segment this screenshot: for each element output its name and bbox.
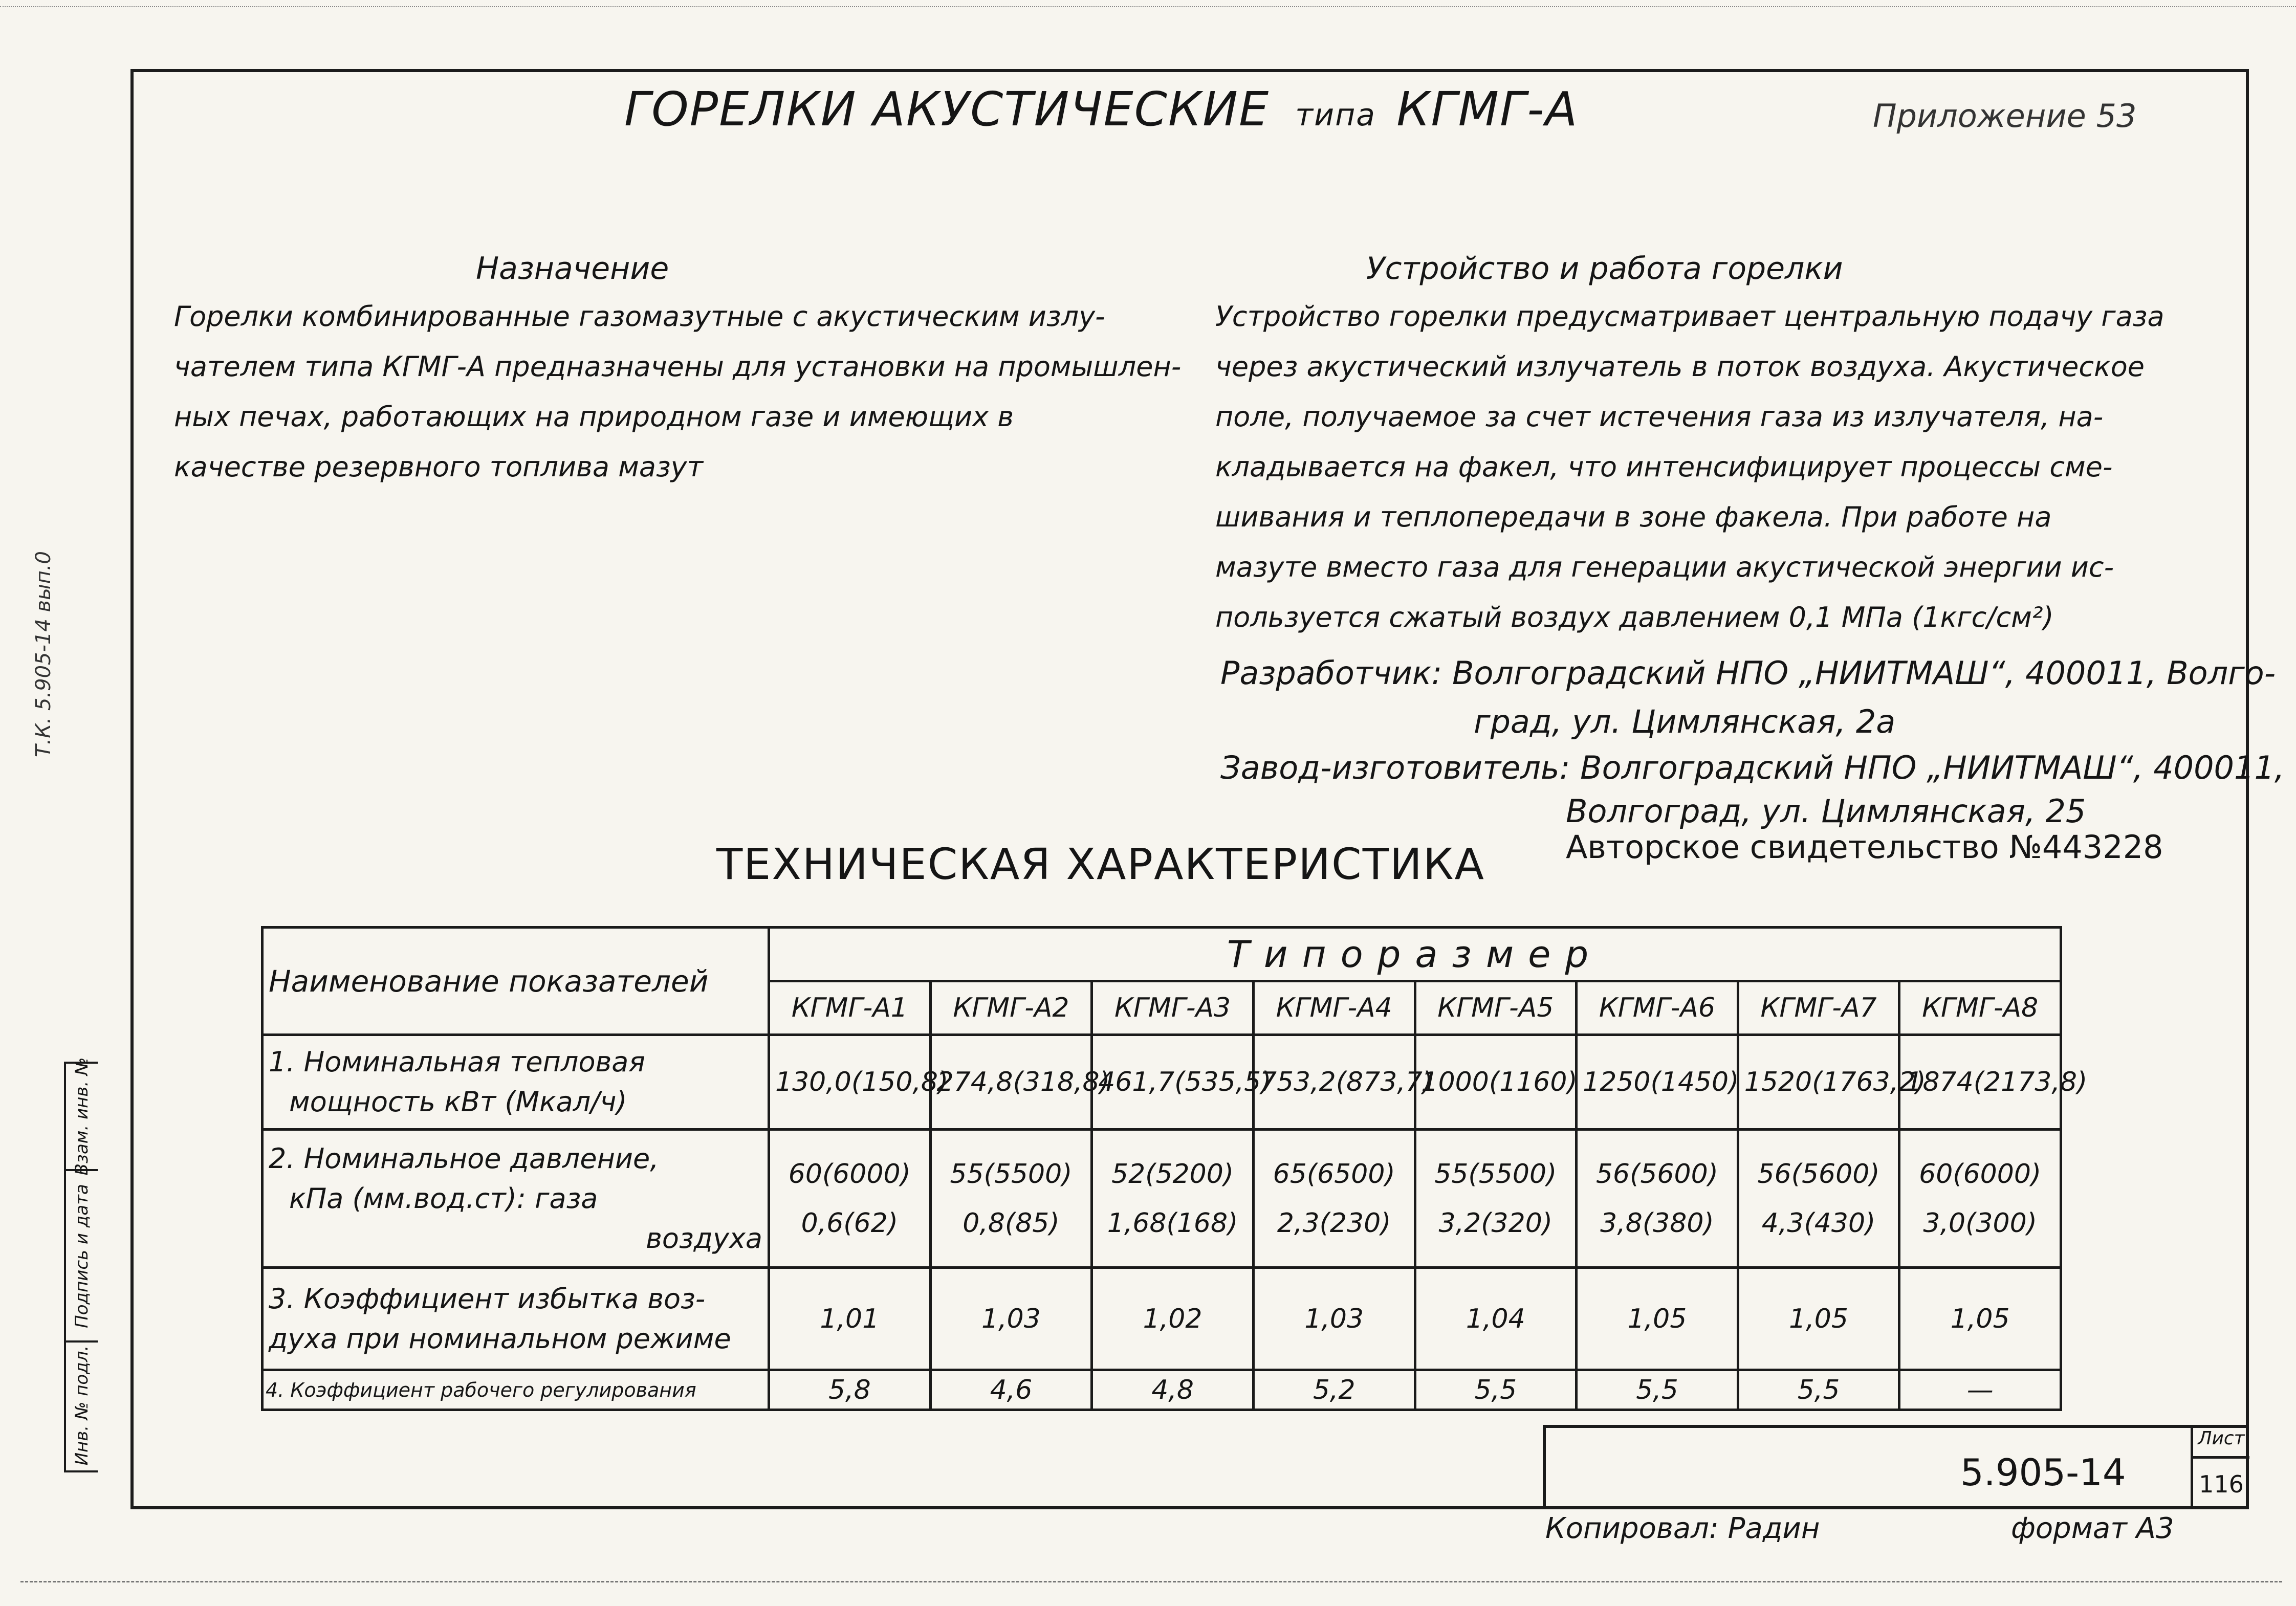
table-row (263, 1130, 2061, 1268)
air-value: 2,3(230) (1277, 1207, 1391, 1239)
table-cell: 5,2 (1253, 1370, 1415, 1410)
title-block (1543, 1425, 2246, 1509)
table-cell (930, 1130, 1092, 1268)
gas-value: 52(5200) (1111, 1158, 1234, 1190)
row-label (263, 1130, 769, 1268)
sheet-number: 116 (2199, 1470, 2244, 1498)
table-cell (1092, 1130, 1254, 1268)
document-title (624, 82, 1578, 137)
sheet-box (2191, 1428, 2249, 1509)
row-label-line: 2. Номинальное давление, (269, 1142, 659, 1175)
group-header: Типоразмер (769, 928, 2061, 981)
table-cell (1899, 1130, 2061, 1268)
table-header-row (263, 928, 2061, 981)
stamp-cell (66, 1171, 98, 1343)
stamp-replaces: Взам. инв. № (72, 1057, 92, 1176)
gas-value: 55(5500) (950, 1158, 1073, 1190)
manufacturer-line-2: Волгоград, ул. Цимлянская, 25 (1566, 793, 2086, 830)
spec-table (261, 926, 2088, 1411)
table-row (263, 1035, 2061, 1130)
table-cell: 4,8 (1092, 1370, 1254, 1410)
model-header: КГМГ-А3 (1092, 981, 1254, 1035)
stamp-cell (66, 1343, 98, 1468)
left-stamp (64, 1057, 98, 1472)
title-main: ГОРЕЛКИ АКУСТИЧЕСКИЕ (624, 82, 1270, 137)
row-label-line: воздуха (646, 1222, 762, 1255)
row-label (263, 1035, 769, 1130)
model-header: КГМГ-А8 (1899, 981, 2061, 1035)
stamp-inv-no: Инв. № подл. (72, 1345, 92, 1466)
row-label-line: 3. Коэффициент избытка воз- (269, 1282, 706, 1315)
purpose-line: ных печах, работающих на природном газе и имеющих в (174, 401, 1014, 433)
table-cell: 1,05 (1899, 1268, 2061, 1370)
row-label-line: кПа (мм.вод.ст): газа (289, 1182, 598, 1215)
design-line: кладывается на факел, что интенсифицирует процессы сме- (1215, 451, 2113, 483)
document-code: 5.905-14 (1960, 1451, 2126, 1494)
gas-value: 56(5600) (1757, 1158, 1880, 1190)
param-header-cell (263, 928, 769, 1035)
design-text (1215, 292, 2213, 643)
tech-spec-title: ТЕХНИЧЕСКАЯ ХАРАКТЕРИСТИКА (716, 839, 1485, 889)
appendix-label: Приложение 53 (1873, 97, 2137, 135)
design-line: поле, получаемое за счет истечения газа из излучателя, на- (1215, 401, 2104, 433)
table-cell (1738, 1130, 1899, 1268)
table-cell: 1,05 (1577, 1268, 1738, 1370)
copied-by: Копировал: Радин (1545, 1512, 1820, 1545)
model-header: КГМГ-А2 (930, 981, 1092, 1035)
param-header: Наименование показателей (269, 963, 709, 999)
title-type-word: типа (1295, 97, 1376, 133)
model-header: КГМГ-А5 (1415, 981, 1577, 1035)
table-cell: 461,7(535,5) (1092, 1035, 1254, 1130)
table-cell: 1520(1763,2) (1738, 1035, 1899, 1130)
title-model: КГМГ-А (1396, 82, 1579, 137)
air-value: 3,2(320) (1438, 1207, 1553, 1239)
table-cell: 4,6 (930, 1370, 1092, 1410)
table-cell (1253, 1130, 1415, 1268)
row-label (263, 1268, 769, 1370)
table-cell: 1,03 (1253, 1268, 1415, 1370)
row-label-line: мощность кВт (Мкал/ч) (289, 1086, 627, 1118)
top-border-line (0, 6, 2296, 7)
table-cell: 1,03 (930, 1268, 1092, 1370)
table-cell: 5,5 (1415, 1370, 1577, 1410)
table-cell: 1,05 (1738, 1268, 1899, 1370)
air-value: 3,0(300) (1923, 1207, 2037, 1239)
table-cell: 130,0(150,8) (769, 1035, 931, 1130)
model-header: КГМГ-А7 (1738, 981, 1899, 1035)
table-cell: 1,02 (1092, 1268, 1254, 1370)
air-value: 0,8(85) (963, 1207, 1060, 1239)
gas-value: 60(6000) (788, 1158, 911, 1190)
air-value: 0,6(62) (801, 1207, 899, 1239)
air-value: 1,68(168) (1107, 1207, 1238, 1239)
stamp-sign-date: Подпись и дата (72, 1183, 92, 1328)
table-cell: 5,5 (1577, 1370, 1738, 1410)
paper-format: формат А3 (2011, 1512, 2174, 1545)
design-line: через акустический излучатель в поток воздуха. Акустическое (1215, 350, 2145, 383)
table-cell: 5,8 (769, 1370, 931, 1410)
trim-line (20, 1581, 2282, 1582)
developer-line-2: град, ул. Цимлянская, 2а (1474, 703, 1896, 740)
developer-line-1: Разработчик: Волгоградский НПО „НИИТМАШ“, 400011, Волго- (1220, 654, 2276, 692)
table-cell: 753,2(873,7) (1253, 1035, 1415, 1130)
table-cell (769, 1130, 931, 1268)
table-row (263, 1268, 2061, 1370)
design-heading: Устройство и работа горелки (1366, 251, 1843, 287)
table-cell: 1250(1450) (1577, 1035, 1738, 1130)
model-header: КГМГ-А6 (1577, 981, 1738, 1035)
stamp-cell (66, 1057, 98, 1176)
table-cell: 1000(1160) (1415, 1035, 1577, 1130)
row-label-line: духа при номинальном режиме (269, 1322, 731, 1355)
table-cell: 1,04 (1415, 1268, 1577, 1370)
gas-value: 65(6500) (1273, 1158, 1395, 1190)
purpose-line: чателем типа КГМГ-А предназначены для установки на промышлен- (174, 350, 1182, 383)
design-line: мазуте вместо газа для генерации акустической энергии ис- (1215, 551, 2114, 583)
gas-value: 56(5600) (1595, 1158, 1718, 1190)
sheet-label: Лист (2193, 1428, 2249, 1459)
design-line: пользуется сжатый воздух давлением 0,1 МПа (1кгс/см²) (1215, 601, 2054, 633)
design-line: шивания и теплопередачи в зоне факела. При работе на (1215, 501, 2052, 533)
table-cell: 1874(2173,8) (1899, 1035, 2061, 1130)
table-cell (1415, 1130, 1577, 1268)
table-cell: 1,01 (769, 1268, 931, 1370)
gas-value: 55(5500) (1434, 1158, 1557, 1190)
side-note: Т.К. 5.905-14 вып.0 (32, 551, 55, 757)
air-value: 4,3(430) (1761, 1207, 1876, 1239)
purpose-text (174, 292, 1197, 492)
design-line: Устройство горелки предусматривает центральную подачу газа (1215, 300, 2164, 333)
table-cell: — (1899, 1370, 2061, 1410)
table-cell: 5,5 (1738, 1370, 1899, 1410)
certificate: Авторское свидетельство №443228 (1566, 828, 2163, 866)
table-row (263, 1370, 2061, 1410)
gas-value: 60(6000) (1919, 1158, 2042, 1190)
purpose-line: качестве резервного топлива мазут (174, 451, 704, 483)
purpose-line: Горелки комбинированные газомазутные с акустическим излу- (174, 300, 1105, 333)
air-value: 3,8(380) (1600, 1207, 1714, 1239)
manufacturer-line-1: Завод-изготовитель: Волгоградский НПО „НИИТМАШ“, 400011, (1220, 749, 2285, 786)
table-cell: 274,8(318,8) (930, 1035, 1092, 1130)
purpose-heading: Назначение (476, 251, 669, 287)
model-header: КГМГ-А4 (1253, 981, 1415, 1035)
row-label-line: 1. Номинальная тепловая (269, 1046, 645, 1078)
table-cell (1577, 1130, 1738, 1268)
row-label: 4. Коэффициент рабочего регулирования (263, 1370, 769, 1410)
model-header: КГМГ-А1 (769, 981, 931, 1035)
